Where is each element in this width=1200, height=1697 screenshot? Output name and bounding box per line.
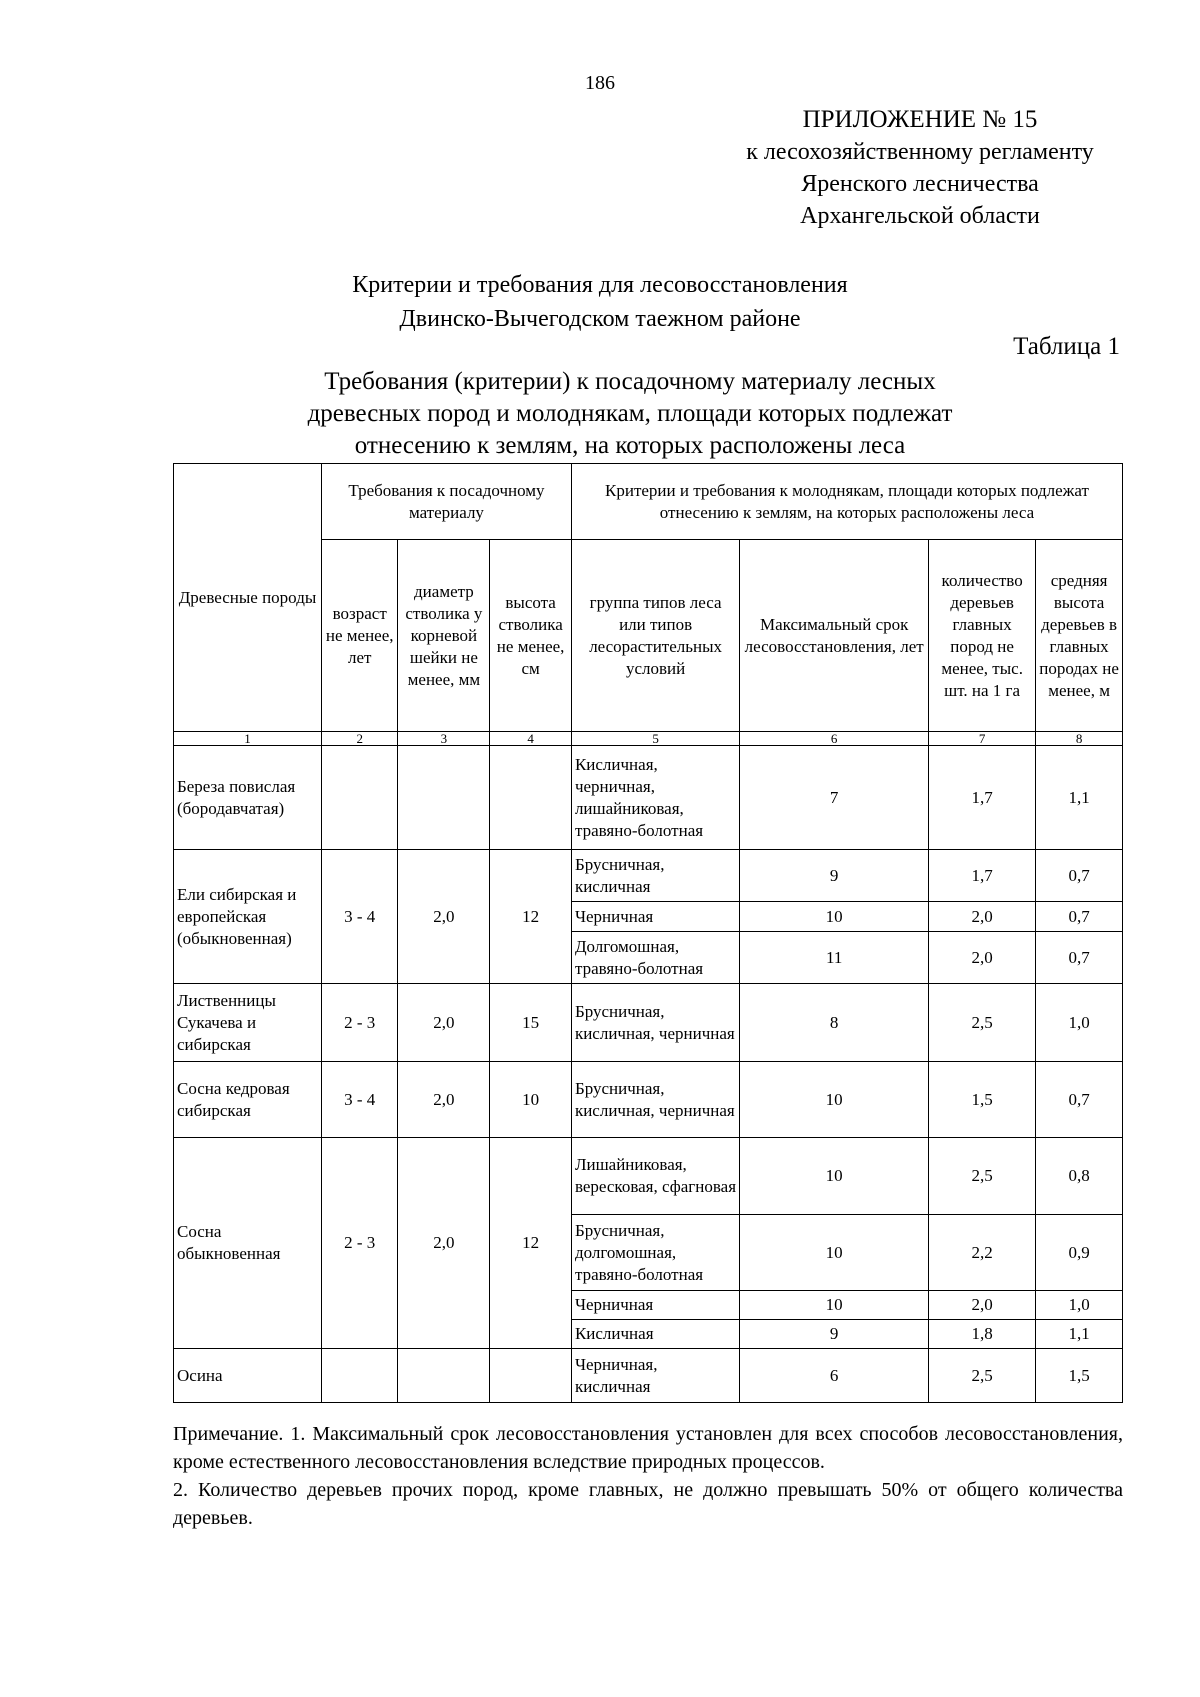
count-cell: 1,8 (929, 1320, 1036, 1349)
appendix-line-2: к лесохозяйственному регламенту (746, 139, 1094, 165)
appendix-line-4: Архангельской области (800, 203, 1040, 229)
avg-height-cell: 0,7 (1036, 1062, 1123, 1138)
count-cell: 2,0 (929, 902, 1036, 932)
document-title-line-2: Двинско-Вычегодском таежном районе (399, 306, 801, 332)
header-age: возраст не менее, лет (321, 540, 398, 732)
count-cell: 1,7 (929, 746, 1036, 850)
diameter-cell: 2,0 (398, 850, 490, 984)
header-diameter: диаметр стволика у корневой шейки не менее, мм (398, 540, 490, 732)
age-cell (321, 1349, 398, 1403)
forest-type-cell: Брусничная, долгомошная, травяно-болотная (571, 1215, 739, 1291)
appendix-line-3: Яренского лесничества (801, 171, 1039, 197)
table-title (240, 366, 1020, 462)
avg-height-cell: 1,5 (1036, 1349, 1123, 1403)
species-cell: Осина (174, 1349, 322, 1403)
column-number: 6 (740, 732, 929, 746)
avg-height-cell: 1,0 (1036, 1291, 1123, 1320)
column-number: 2 (321, 732, 398, 746)
max-term-cell: 9 (740, 850, 929, 902)
age-cell: 3 - 4 (321, 1062, 398, 1138)
count-cell: 2,0 (929, 1291, 1036, 1320)
notes (173, 1420, 1123, 1532)
max-term-cell: 9 (740, 1320, 929, 1349)
diameter-cell (398, 746, 490, 850)
age-cell: 3 - 4 (321, 850, 398, 984)
column-number: 1 (174, 732, 322, 746)
avg-height-cell: 0,7 (1036, 850, 1123, 902)
count-cell: 2,0 (929, 932, 1036, 984)
count-cell: 2,2 (929, 1215, 1036, 1291)
requirements-table (173, 463, 1123, 1403)
forest-type-cell: Брусничная, кисличная, черничная (571, 1062, 739, 1138)
species-cell: Лиственницы Сукачева и сибирская (174, 984, 322, 1062)
height-cell (490, 1349, 572, 1403)
diameter-cell: 2,0 (398, 1062, 490, 1138)
height-cell: 10 (490, 1062, 572, 1138)
forest-type-cell: Кисличная, черничная, лишайниковая, травяно-болотная (571, 746, 739, 850)
max-term-cell: 6 (740, 1349, 929, 1403)
max-term-cell: 8 (740, 984, 929, 1062)
forest-type-cell: Долгомошная, травяно-болотная (571, 932, 739, 984)
max-term-cell: 10 (740, 1062, 929, 1138)
header-species: Древесные породы (174, 464, 322, 732)
max-term-cell: 10 (740, 902, 929, 932)
page-number: 186 (585, 72, 615, 94)
appendix-title: ПРИЛОЖЕНИЕ № 15 (802, 106, 1038, 133)
forest-type-cell: Кисличная (571, 1320, 739, 1349)
avg-height-cell: 0,7 (1036, 902, 1123, 932)
header-max-term: Максимальный срок лесовосстановления, лет (740, 540, 929, 732)
avg-height-cell: 0,7 (1036, 932, 1123, 984)
count-cell: 1,5 (929, 1062, 1036, 1138)
table-row (174, 850, 1123, 902)
header-young-stands: Критерии и требования к молоднякам, площади которых подлежат отнесению к землям, на которых расположены леса (571, 464, 1122, 540)
height-cell: 12 (490, 850, 572, 984)
column-number: 3 (398, 732, 490, 746)
column-number: 4 (490, 732, 572, 746)
table-title-line-1: Требования (критерии) к посадочному материалу лесных (324, 368, 936, 395)
max-term-cell: 7 (740, 746, 929, 850)
table-row (174, 1062, 1123, 1138)
table-label: Таблица 1 (1013, 333, 1120, 360)
table-row (174, 1138, 1123, 1215)
height-cell: 12 (490, 1138, 572, 1349)
species-cell: Сосна кедровая сибирская (174, 1062, 322, 1138)
age-cell: 2 - 3 (321, 984, 398, 1062)
max-term-cell: 10 (740, 1138, 929, 1215)
height-cell: 15 (490, 984, 572, 1062)
column-number: 5 (571, 732, 739, 746)
species-cell: Береза повислая (бородавчатая) (174, 746, 322, 850)
forest-type-cell: Лишайниковая, вересковая, сфагновая (571, 1138, 739, 1215)
header-forest-type: группа типов леса или типов лесорастительных условий (571, 540, 739, 732)
note-2: 2. Количество деревьев прочих пород, кроме главных, не должно превышать 50% от общего количества деревьев. (173, 1479, 1123, 1529)
count-cell: 2,5 (929, 1349, 1036, 1403)
forest-type-cell: Брусничная, кисличная (571, 850, 739, 902)
diameter-cell: 2,0 (398, 984, 490, 1062)
avg-height-cell: 1,0 (1036, 984, 1123, 1062)
table-row (174, 1349, 1123, 1403)
species-cell: Сосна обыкновенная (174, 1138, 322, 1349)
forest-type-cell: Черничная (571, 1291, 739, 1320)
column-number: 7 (929, 732, 1036, 746)
avg-height-cell: 0,8 (1036, 1138, 1123, 1215)
count-cell: 2,5 (929, 1138, 1036, 1215)
document-title-line-1: Критерии и требования для лесовосстановления (352, 272, 848, 298)
max-term-cell: 10 (740, 1215, 929, 1291)
header-tree-count: количество деревьев главных пород не менее, тыс. шт. на 1 га (929, 540, 1036, 732)
table-title-line-3: отнесению к землям, на которых расположены леса (354, 432, 906, 459)
count-cell: 1,7 (929, 850, 1036, 902)
max-term-cell: 11 (740, 932, 929, 984)
note-1: Примечание. 1. Максимальный срок лесовосстановления установлен для всех способов лесовосстановления, кроме естественного лесовосстановления вследствие природных процессов. (173, 1423, 1123, 1473)
forest-type-cell: Черничная (571, 902, 739, 932)
header-planting-material: Требования к посадочному материалу (321, 464, 571, 540)
table-row (174, 984, 1123, 1062)
appendix-header (700, 104, 1140, 232)
age-cell: 2 - 3 (321, 1138, 398, 1349)
column-number: 8 (1036, 732, 1123, 746)
forest-type-cell: Брусничная, кисличная, черничная (571, 984, 739, 1062)
header-avg-height: средняя высота деревьев в главных породах не менее, м (1036, 540, 1123, 732)
species-cell: Ели сибирская и европейская (обыкновенная) (174, 850, 322, 984)
column-number-row (174, 732, 1123, 746)
forest-type-cell: Черничная, кисличная (571, 1349, 739, 1403)
age-cell (321, 746, 398, 850)
document-title (300, 268, 900, 336)
table-title-line-2: древесных пород и молоднякам, площади которых подлежат (307, 400, 953, 427)
avg-height-cell: 1,1 (1036, 1320, 1123, 1349)
diameter-cell (398, 1349, 490, 1403)
max-term-cell: 10 (740, 1291, 929, 1320)
table-row (174, 746, 1123, 850)
avg-height-cell: 0,9 (1036, 1215, 1123, 1291)
header-height: высота стволика не менее, см (490, 540, 572, 732)
count-cell: 2,5 (929, 984, 1036, 1062)
height-cell (490, 746, 572, 850)
avg-height-cell: 1,1 (1036, 746, 1123, 850)
diameter-cell: 2,0 (398, 1138, 490, 1349)
